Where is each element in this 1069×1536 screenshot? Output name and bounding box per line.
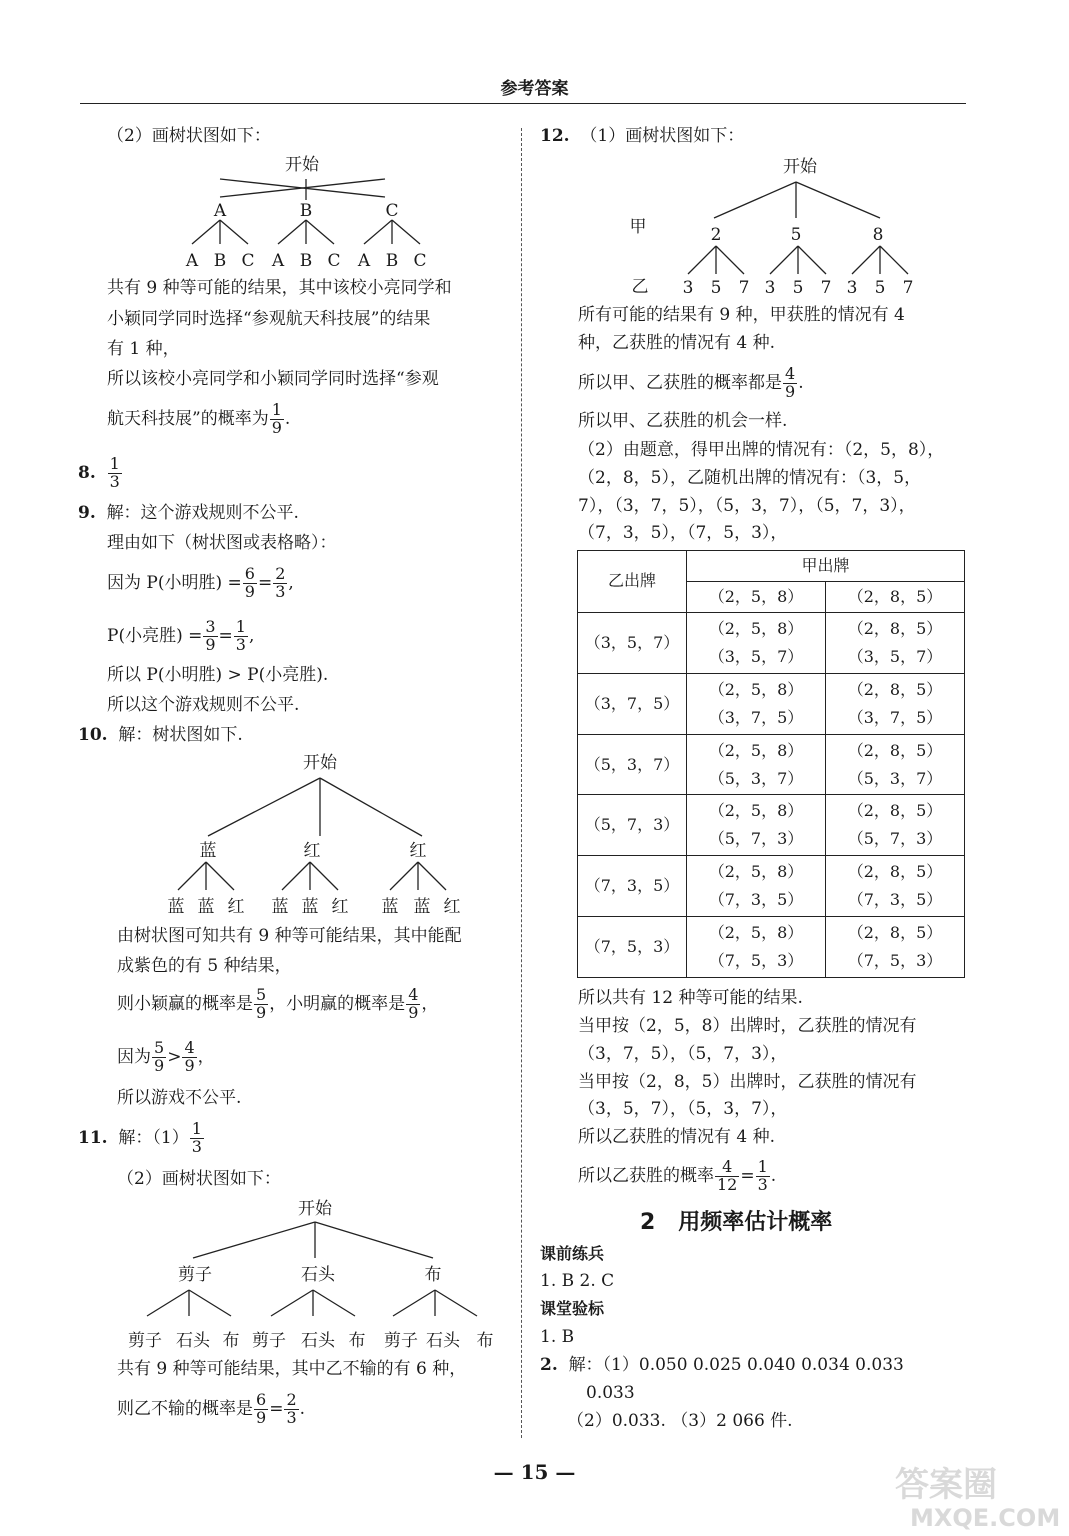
text-line: 所以 P(小明胜) > P(小亮胜). — [107, 665, 329, 685]
fraction: $\frac{1}{3}$ — [191, 1119, 202, 1156]
table-cell: （2，8，5） （5，3，7） — [826, 734, 965, 795]
tree-leaf: 布 — [348, 1331, 366, 1351]
text-line: 所以这个游戏规则不公平. — [107, 695, 300, 715]
text-line: 理由如下（树状图或表格略）： — [107, 533, 337, 553]
fraction: $\frac{2}{3}$ — [286, 1390, 297, 1427]
tree-diagram-q12 — [620, 150, 930, 300]
table-corner: 乙出牌 — [578, 551, 687, 613]
tree-leaf: 3 — [764, 278, 776, 298]
tree-diagram-q11 — [125, 1194, 505, 1356]
tree-leaf: 布 — [476, 1331, 494, 1351]
tree-leaf: 3 — [682, 278, 694, 298]
table-cell: （2，8，5） （5，7，3） — [826, 795, 965, 856]
tree-leaf: 5 — [710, 278, 722, 298]
outcome-table — [577, 550, 965, 978]
text-line: 所以共有 12 种等可能的结果. — [578, 988, 803, 1008]
watermark-url: MXQE.COM — [910, 1504, 1061, 1532]
text-line: 共有 9 种等可能结果，其中乙不输的有 6 种， — [117, 1359, 467, 1379]
tree-leaf: C — [327, 251, 341, 271]
tree-node-l1: 8 — [872, 225, 884, 245]
tree-leaf: A — [271, 251, 285, 271]
tree-leaf: 蓝 — [167, 897, 185, 917]
tree-leaf: 石头 — [301, 1331, 335, 1351]
table-cell: （2，8，5） （7，5，3） — [826, 917, 965, 978]
fraction: $\frac{5}{9}$ — [154, 1038, 165, 1075]
table-row — [578, 673, 965, 734]
subsection-title: 课前练兵 — [540, 1244, 605, 1263]
table-cell: （2，8，5） （7，3，5） — [826, 856, 965, 917]
tree-node-l1: 红 — [303, 841, 321, 861]
fraction: $\frac{5}{9}$ — [256, 985, 267, 1022]
text-line: （7，3，5），（7，5，3）， — [578, 523, 788, 543]
q11-line: 11. 解：（1） $\frac{1}{3}$ — [78, 1119, 202, 1156]
q9-line: 9. 解：这个游戏规则不公平. — [78, 503, 299, 523]
fraction: $\frac{6}{9}$ — [244, 564, 255, 601]
tree-leaf: 剪子 — [128, 1331, 162, 1351]
table-row — [578, 917, 965, 978]
fraction: $\frac{4}{9}$ — [408, 985, 419, 1022]
tree-leaf: 剪子 — [252, 1331, 286, 1351]
table-cell: （2，5，8） （5，3，7） — [687, 734, 826, 795]
tree-leaf: 石头 — [176, 1331, 210, 1351]
tree-node-l1: C — [385, 201, 399, 221]
text-line: 所以游戏不公平. — [117, 1088, 242, 1108]
row-label: （7，5，3） — [578, 917, 687, 978]
tree-node-l1: 5 — [790, 225, 802, 245]
text-line: 所以甲、乙获胜的机会一样. — [578, 411, 788, 431]
tree-node-l1: 石头 — [301, 1265, 335, 1285]
tree-root: 开始 — [303, 753, 337, 773]
q10-line: 10. 解：树状图如下. — [78, 725, 243, 745]
tree-leaf: 7 — [820, 278, 832, 298]
tree-node-l1: B — [299, 201, 313, 221]
table-row — [578, 612, 965, 673]
tree-root: 开始 — [783, 157, 817, 177]
subsection-title: 课堂验标 — [540, 1299, 605, 1318]
table-col-header: （2，5，8） — [687, 581, 826, 612]
section-title: 2 用频率估计概率 — [640, 1210, 833, 1235]
table-row — [578, 856, 965, 917]
text-line: 所以乙获胜的情况有 4 种. — [578, 1127, 776, 1147]
tree-leaf: 蓝 — [381, 897, 399, 917]
text-line: 1. B 2. C — [540, 1271, 615, 1291]
tree-leaf: 红 — [331, 897, 349, 917]
text-line: （2）由题意，得甲出牌的情况有：（2，5，8）， — [578, 440, 945, 460]
tree-leaf: 红 — [227, 897, 245, 917]
tree-diagram-q7 — [180, 152, 450, 272]
tree-level-label: 甲 — [629, 217, 647, 237]
text-line: 0.033 — [586, 1383, 635, 1403]
table-row — [578, 795, 965, 856]
tree-leaf: B — [385, 251, 399, 271]
text-line: （3，7，5），（5，7，3）， — [578, 1044, 788, 1064]
table-cell: （2，5，8） （7，3，5） — [687, 856, 826, 917]
text-line-fraction: 航天科技展”的概率为 $\frac{1}{9}$ . — [107, 400, 291, 437]
text-line-fraction: 因为 P(小明胜) = $\frac{6}{9}$ = $\frac{2}{3}$ , — [107, 564, 294, 601]
text-line: 所有可能的结果有 9 种，甲获胜的情况有 4 — [578, 305, 905, 325]
header-rule — [80, 103, 966, 104]
text-line-fraction: 则乙不输的概率是 $\frac{6}{9}$ = $\frac{2}{3}$ . — [117, 1390, 306, 1427]
tree-leaf: C — [241, 251, 255, 271]
table-col-header: （2，8，5） — [826, 581, 965, 612]
tree-node-l1: 剪子 — [178, 1265, 212, 1285]
tree-leaf: B — [213, 251, 227, 271]
tree-leaf: 7 — [738, 278, 750, 298]
tree-root: 开始 — [298, 1199, 332, 1219]
tree-leaf: 蓝 — [301, 897, 319, 917]
table-cell: （2，5，8） （5，7，3） — [687, 795, 826, 856]
table-cell: （2，8，5） （3，7，5） — [826, 673, 965, 734]
text-line: 当甲按（2，8，5）出牌时，乙获胜的情况有 — [578, 1072, 917, 1092]
tree-leaf: 5 — [792, 278, 804, 298]
fraction: $\frac{4}{9}$ — [785, 364, 796, 401]
table-row — [578, 734, 965, 795]
text-line: 当甲按（2，5，8）出牌时，乙获胜的情况有 — [578, 1016, 917, 1036]
row-label: （5，3，7） — [578, 734, 687, 795]
tree-node-l1: A — [213, 201, 227, 221]
tree-leaf: C — [413, 251, 427, 271]
column-divider — [521, 128, 522, 1438]
text-line: 共有 9 种等可能的结果，其中该校小亮同学和 — [107, 278, 452, 298]
fraction: $\frac{3}{9}$ — [205, 617, 216, 654]
tree-leaf: B — [299, 251, 313, 271]
tree-level-label: 乙 — [631, 277, 649, 297]
text-line-fraction: 所以甲、乙获胜的概率都是 $\frac{4}{9}$ . — [578, 364, 804, 401]
tree-leaf: 7 — [902, 278, 914, 298]
table-top-header: 甲出牌 — [687, 551, 965, 582]
tree-node-l1: 红 — [409, 841, 427, 861]
tree-diagram-q10 — [160, 750, 480, 920]
row-label: （5，7，3） — [578, 795, 687, 856]
text-line: 2. 解：（1）0.050 0.025 0.040 0.034 0.033 — [540, 1355, 904, 1375]
text-line: （2）0.033. （3）2 066 件. — [567, 1411, 793, 1431]
table-cell: （2，5，8） （3，5，7） — [687, 612, 826, 673]
fraction: $\frac{4}{9}$ — [184, 1038, 195, 1075]
tree-leaf: 剪子 — [384, 1331, 418, 1351]
tree-root: 开始 — [285, 155, 319, 175]
fraction: $\frac{2}{3}$ — [275, 564, 286, 601]
row-label: （3，7，5） — [578, 673, 687, 734]
text-line: 由树状图可知共有 9 种等可能结果，其中能配 — [117, 926, 462, 946]
fraction: $\frac{1}{3}$ — [109, 454, 120, 491]
text-line: （3，5，7），（5，3，7）， — [578, 1099, 788, 1119]
q7-part2-intro: （2）画树状图如下： — [107, 126, 271, 146]
row-label: （7，3，5） — [578, 856, 687, 917]
fraction: $\frac{1}{3}$ — [757, 1157, 768, 1194]
watermark-logo: 答案圈 — [895, 1465, 997, 1505]
tree-leaf: 蓝 — [197, 897, 215, 917]
page-number: — 15 — — [493, 1460, 576, 1484]
tree-leaf: 红 — [443, 897, 461, 917]
text-line: （2）画树状图如下： — [117, 1169, 281, 1189]
tree-leaf: 石头 — [426, 1331, 460, 1351]
table-cell: （2，5，8） （3，7，5） — [687, 673, 826, 734]
text-line: 成紫色的有 5 种结果， — [117, 956, 292, 976]
fraction: $\frac{1}{3}$ — [235, 617, 246, 654]
tree-leaf: 布 — [222, 1331, 240, 1351]
text-line: （2，8，5），乙随机出牌的情况有：（3，5， — [578, 468, 922, 488]
fraction: $\frac{1}{9}$ — [271, 400, 282, 437]
text-line: 小颖同学同时选择“参观航天科技展”的结果 — [107, 309, 431, 329]
fraction: $\frac{6}{9}$ — [256, 1390, 267, 1427]
table-cell: （2，5，8） （7，5，3） — [687, 917, 826, 978]
text-line: 有 1 种， — [107, 339, 180, 359]
text-line: 种，乙获胜的情况有 4 种. — [578, 333, 776, 353]
fraction: $\frac{4}{12}$ — [717, 1157, 738, 1194]
page-header: 参考答案 — [500, 79, 569, 99]
text-line-fraction: 因为 $\frac{5}{9}$ > $\frac{4}{9}$ ， — [117, 1038, 215, 1075]
row-label: （3，5，7） — [578, 612, 687, 673]
tree-leaf: 3 — [846, 278, 858, 298]
text-line: 7），（3，7，5），（5，3，7），（5，7，3）， — [578, 496, 916, 516]
tree-leaf: A — [185, 251, 199, 271]
text-line: 1. B — [540, 1327, 575, 1347]
tree-node-l1: 蓝 — [199, 841, 217, 861]
q12-line: 12. （1）画树状图如下： — [540, 126, 745, 146]
tree-leaf: 蓝 — [413, 897, 431, 917]
tree-node-l1: 布 — [424, 1265, 442, 1285]
q8-answer: 8. $\frac{1}{3}$ — [78, 454, 120, 491]
text-line: 所以该校小亮同学和小颖同学同时选择“参观 — [107, 369, 439, 389]
table-cell: （2，8，5） （3，5，7） — [826, 612, 965, 673]
tree-node-l1: 2 — [710, 225, 722, 245]
text-line-fraction: 所以乙获胜的概率 $\frac{4}{12}$ = $\frac{1}{3}$ . — [578, 1157, 777, 1194]
tree-leaf: 蓝 — [271, 897, 289, 917]
text-line-fraction: P(小亮胜) = $\frac{3}{9}$ = $\frac{1}{3}$ , — [107, 617, 255, 654]
tree-leaf: 5 — [874, 278, 886, 298]
tree-leaf: A — [357, 251, 371, 271]
text-line-fraction: 则小颖赢的概率是 $\frac{5}{9}$ ，小明赢的概率是 $\frac{4}{9}$ ， — [117, 985, 439, 1022]
